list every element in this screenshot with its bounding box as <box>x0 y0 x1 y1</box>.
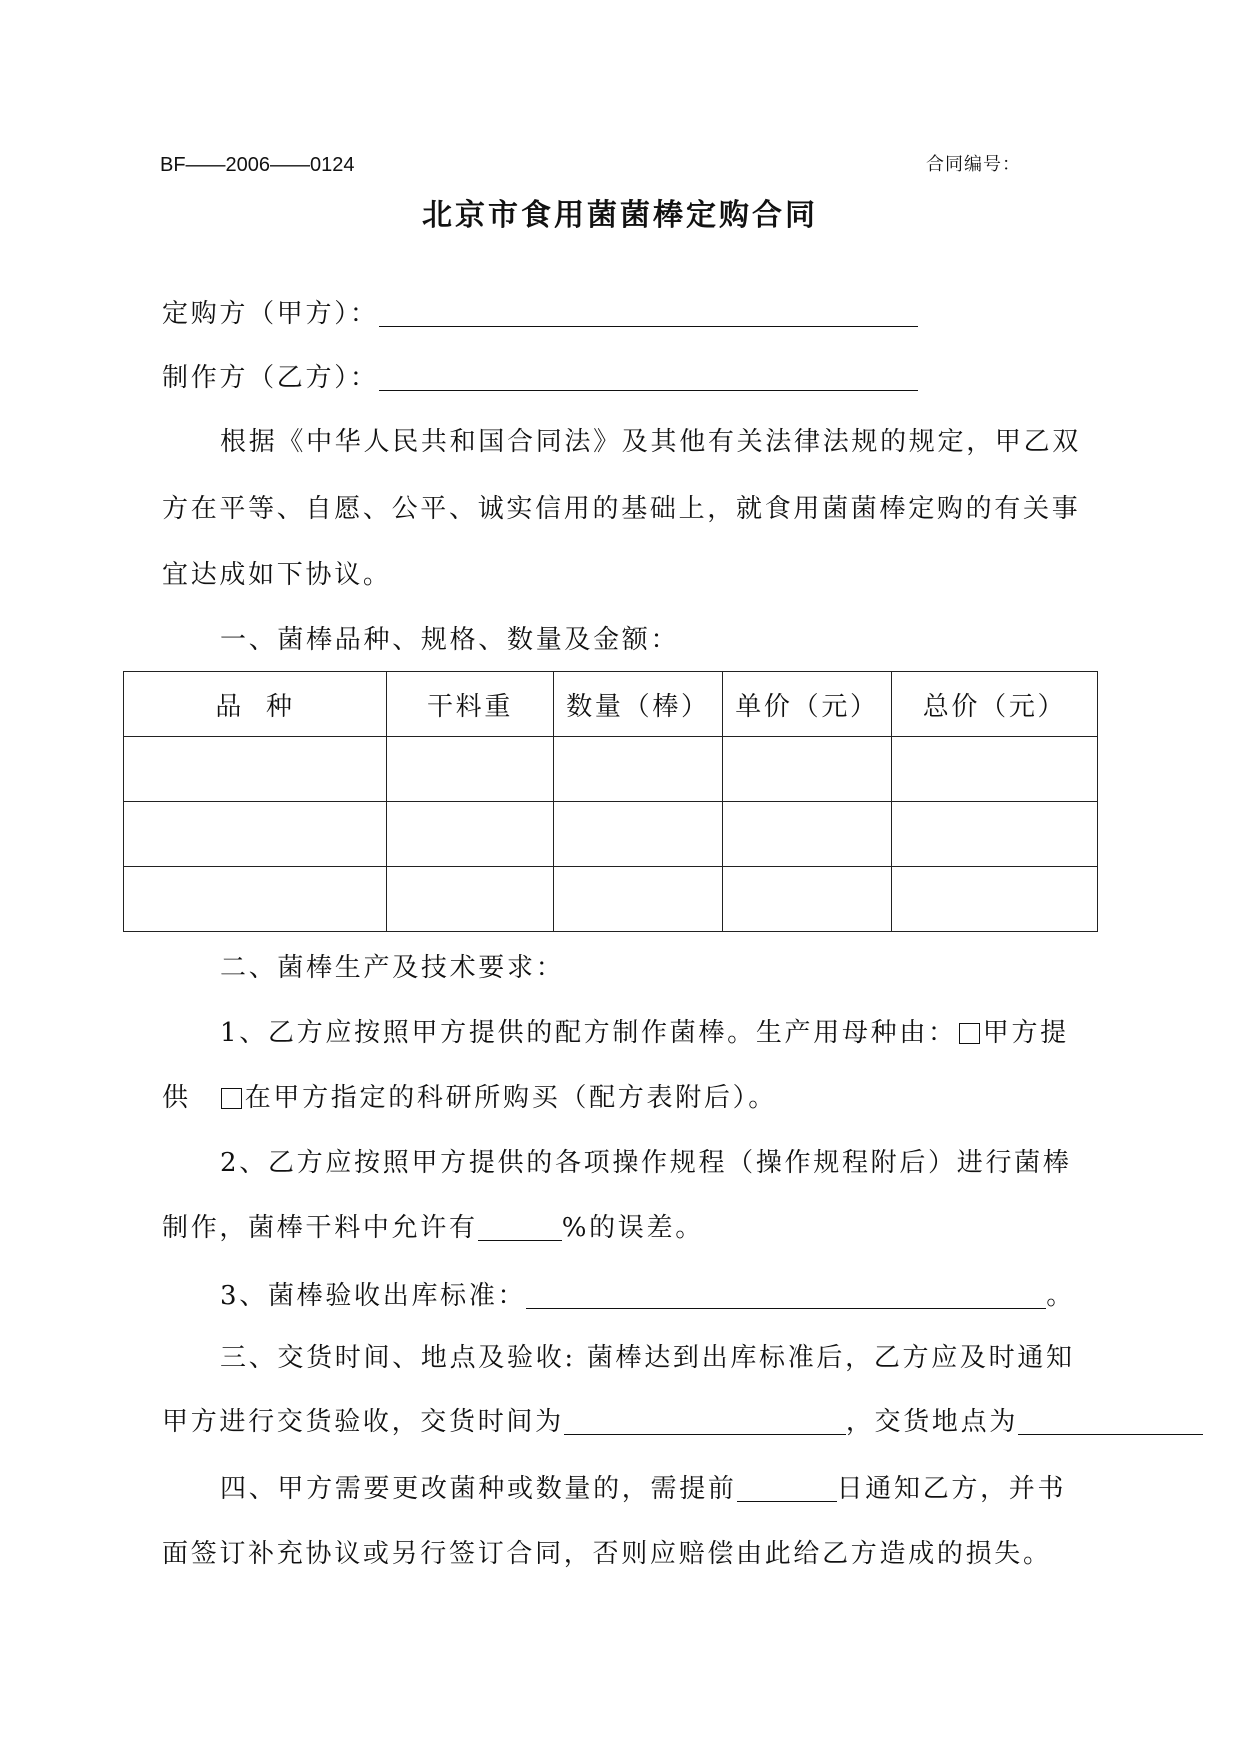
table-cell <box>723 867 892 932</box>
table-cell <box>387 802 554 867</box>
section-2-item-2-line-1: 2、乙方应按照甲方提供的各项操作规程（操作规程附后）进行菌棒 <box>220 1148 1072 1178</box>
item-2-after-text: %的误差。 <box>561 1213 704 1243</box>
acceptance-standard-blank <box>526 1307 1046 1309</box>
maker-label: 制作方（乙方）： <box>162 363 379 393</box>
item-3-after-text: 。 <box>1046 1281 1075 1311</box>
table-cell <box>723 802 892 867</box>
table-header-unit-price: 单价（元） <box>723 672 892 737</box>
section-2-item-3 <box>220 1281 1075 1311</box>
table-cell <box>387 737 554 802</box>
buyer-blank <box>379 325 918 327</box>
table-cell <box>723 737 892 802</box>
section-2-item-1-line-1 <box>220 1018 1069 1048</box>
table-cell <box>554 867 723 932</box>
section-4-before-text: 四、甲方需要更改菌种或数量的，需提前 <box>220 1474 737 1504</box>
preamble-line-1: 根据《中华人民共和国合同法》及其他有关法律法规的规定，甲乙双 <box>220 427 1082 457</box>
section-4-line-1 <box>220 1474 1066 1504</box>
document-code: BF——2006——0124 <box>160 154 355 176</box>
section-4-line-2: 面签订补充协议或另行签订合同，否则应赔偿由此给乙方造成的损失。 <box>162 1539 1052 1569</box>
buyer-label: 定购方（甲方）： <box>162 299 379 329</box>
option-2-text: 在甲方指定的科研所购买（配方表附后）。 <box>244 1083 778 1113</box>
table-cell <box>892 737 1098 802</box>
delivery-place-blank <box>1018 1433 1203 1435</box>
section-3-line-1: 三、交货时间、地点及验收: 菌棒达到出库标准后，乙方应及时通知 <box>220 1343 1075 1373</box>
section-2-item-2-line-2 <box>162 1213 704 1243</box>
section-1-heading: 一、菌棒品种、规格、数量及金额： <box>220 625 680 655</box>
item-1-text: 1、乙方应按照甲方提供的配方制作菌棒。生产用母种由： <box>220 1018 957 1048</box>
table-cell <box>892 867 1098 932</box>
section-2-item-1-line-2 <box>162 1083 777 1113</box>
tolerance-blank <box>478 1239 562 1241</box>
table-cell <box>124 802 387 867</box>
option-1-checkbox <box>959 1023 980 1044</box>
table-cell <box>554 737 723 802</box>
table-header-quantity: 数量（棒） <box>554 672 723 737</box>
option-2-checkbox <box>221 1088 242 1109</box>
spec-table <box>123 671 1098 932</box>
section-4-after-text: 日通知乙方，并书 <box>836 1474 1067 1504</box>
maker-blank <box>379 389 918 391</box>
item-2-before-text: 制作，菌棒干料中允许有 <box>162 1213 478 1243</box>
notice-days-blank <box>737 1500 837 1502</box>
delivery-time-label: 甲方进行交货验收，交货时间为 <box>162 1407 564 1437</box>
preamble-line-3: 宜达成如下协议。 <box>162 560 392 590</box>
section-2-heading: 二、菌棒生产及技术要求： <box>220 953 565 983</box>
table-header-variety: 品 种 <box>124 672 387 737</box>
table-cell <box>387 867 554 932</box>
delivery-time-blank <box>564 1433 846 1435</box>
page-title: 北京市食用菌菌棒定购合同 <box>422 198 818 233</box>
table-header-dry-weight: 干料重 <box>387 672 554 737</box>
contract-number-label: 合同编号： <box>926 154 1021 175</box>
delivery-place-label: ，交货地点为 <box>845 1407 1019 1437</box>
table-header-total-price: 总价（元） <box>892 672 1098 737</box>
table-header-row <box>124 672 1098 737</box>
table-cell <box>892 802 1098 867</box>
table-cell <box>124 737 387 802</box>
item-3-before-text: 3、菌棒验收出库标准： <box>220 1281 527 1311</box>
section-3-line-2 <box>162 1407 1203 1437</box>
preamble-line-2: 方在平等、自愿、公平、诚实信用的基础上，就食用菌菌棒定购的有关事 <box>162 494 1081 524</box>
table-row <box>124 802 1098 867</box>
item-1-line-2-lead: 供 <box>162 1083 191 1113</box>
table-cell <box>554 802 723 867</box>
table-row <box>124 737 1098 802</box>
maker-line <box>162 363 918 393</box>
table-row <box>124 867 1098 932</box>
option-1-text: 甲方提 <box>982 1018 1069 1048</box>
buyer-line <box>162 299 918 329</box>
table-cell <box>124 867 387 932</box>
